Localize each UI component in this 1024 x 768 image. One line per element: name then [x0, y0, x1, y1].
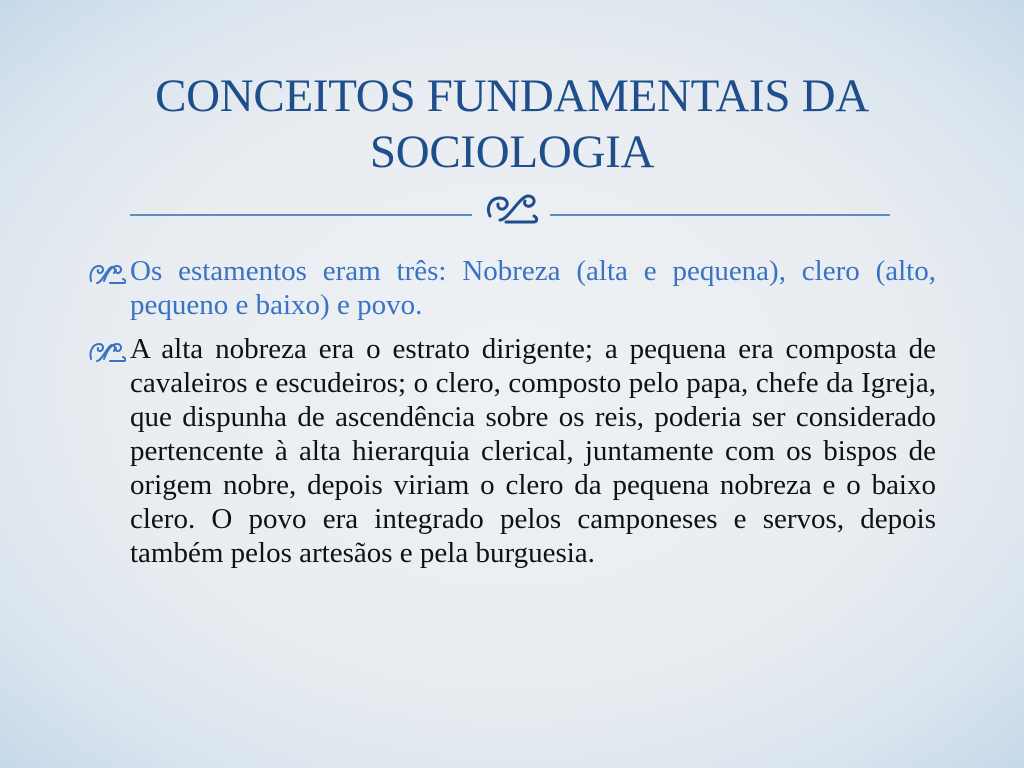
ornament-icon: [476, 188, 546, 228]
double-scroll-bullet-icon: [88, 337, 126, 361]
bullet-list: [88, 254, 936, 580]
slide-title: [60, 68, 964, 180]
bullet-item-2-text: A alta nobreza era o estrato dirigente; a pequena era composta de cavaleiros e escudeiros; o clero, composto pelo papa, chefe da Igreja, que dispunha de ascendência sobre os reis, poderia ser considerado pertencente à alta hierarquia clerical, juntamente com os bispos de origem nobre, depois viriam o clero da pequena nobreza e o baixo clero. O povo era integrado pelos camponeses e servos, depois também pelos artesãos e pela burguesia.: [130, 333, 936, 569]
bullet-item-1: [88, 254, 936, 322]
title-divider: [130, 192, 890, 226]
slide-title-line-1: CONCEITOS FUNDAMENTAIS DA: [155, 70, 869, 122]
bullet-item-2: [88, 332, 936, 570]
double-scroll-bullet-icon: [88, 259, 126, 283]
bullet-item-1-text: Os estamentos eram três: Nobreza (alta e pequena), clero (alto, pequeno e baixo) e povo.: [130, 255, 936, 321]
divider-line-left: [130, 214, 472, 216]
divider-line-right: [550, 214, 890, 216]
slide-title-line-2: SOCIOLOGIA: [369, 126, 655, 178]
